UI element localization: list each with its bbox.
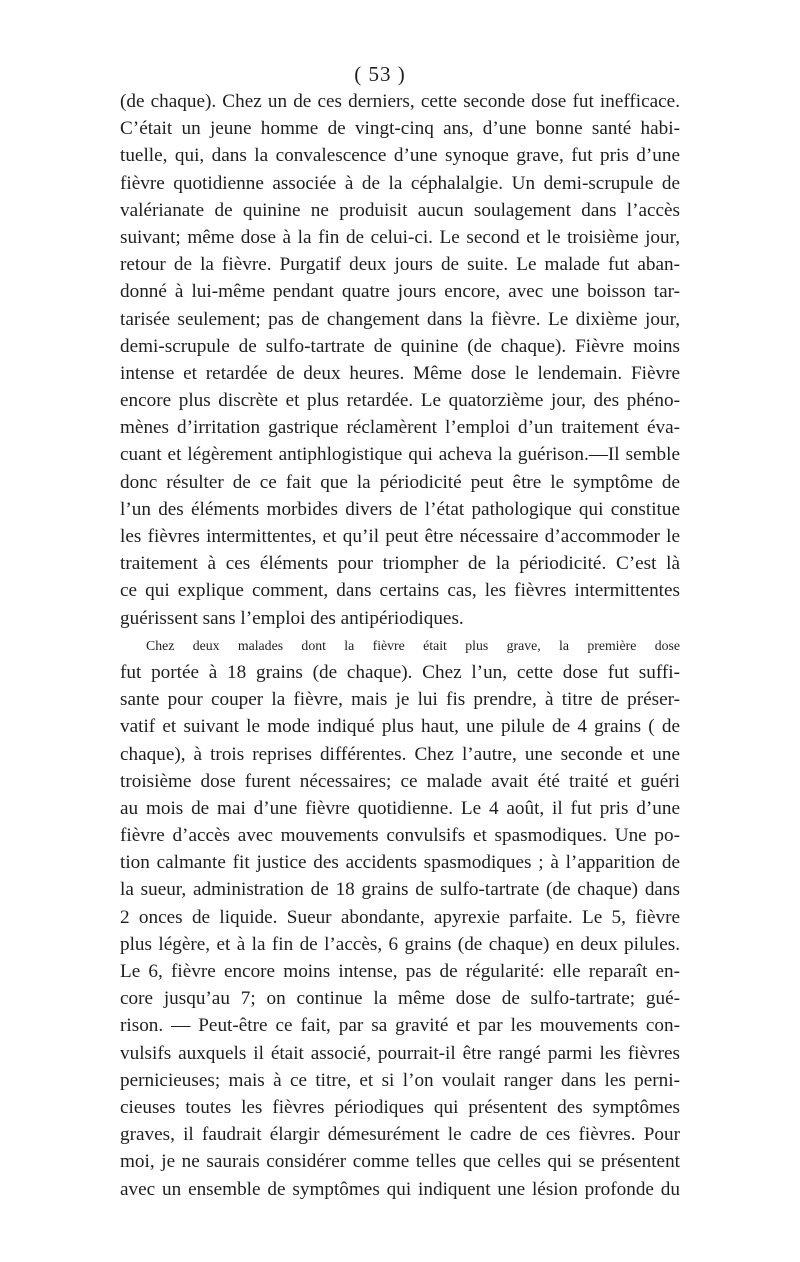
text-line: sante pour couper la fièvre, mais je lui fis prendre, à titre de préser-	[120, 689, 680, 711]
text-line: fièvre d’accès avec mouvements convulsifs et spasmodiques. Une po-	[120, 825, 680, 847]
text-line: Chez deux malades dont la fièvre était plus grave, la première dose	[146, 637, 680, 653]
text-line: donc résulter de ce fait que la périodicité peut être le symptôme de	[120, 471, 680, 493]
text-line: au mois de mai d’une fièvre quotidienne. Le 4 août, il fut pris d’une	[120, 797, 680, 819]
text-line: suivant; même dose à la fin de celui-ci. Le second et le troisième jour,	[120, 226, 680, 248]
text-line: cieuses toutes les fièvres périodiques qui présentent des symptômes	[120, 1096, 680, 1118]
text-line: 2 onces de liquide. Sueur abondante, apyrexie parfaite. Le 5, fièvre	[120, 906, 680, 928]
text-line: demi-scrupule de sulfo-tartrate de quinine (de chaque). Fièvre moins	[120, 335, 680, 357]
paragraph	[120, 632, 680, 1203]
text-line: fut portée à 18 grains (de chaque). Chez l’un, cette dose fut suffi-	[120, 661, 680, 683]
text-line: mènes d’irritation gastrique réclamèrent l’emploi d’un traitement éva-	[120, 417, 680, 439]
body-text	[120, 88, 680, 1203]
text-line: moi, je ne saurais considérer comme telles que celles qui se présentent	[120, 1151, 680, 1173]
text-line: vulsifs auxquels il était associé, pourrait-il être rangé parmi les fièvres	[120, 1042, 680, 1064]
text-line: Le 6, fièvre encore moins intense, pas de régularité: elle reparaît en-	[120, 961, 680, 982]
text-line: guérissent sans l’emploi des antipériodiques.	[120, 607, 464, 629]
page-number: ( 53 )	[354, 62, 406, 86]
text-line: intense et retardée de deux heures. Même dose le lendemain. Fièvre	[120, 362, 680, 384]
text-line: l’un des éléments morbides divers de l’état pathologique qui constitue	[120, 498, 680, 520]
text-line: encore plus discrète et plus retardée. Le quatorzième jour, des phéno-	[120, 390, 680, 412]
text-line: fièvre quotidienne associée à de la céphalalgie. Un demi-scrupule de	[120, 172, 680, 194]
text-line: core jusqu’au 7; on continue la même dose de sulfo-tartrate; gué-	[120, 988, 680, 1010]
text-line: traitement à ces éléments pour triompher de la périodicité. C’est là	[120, 553, 680, 575]
text-line: chaque), à trois reprises différentes. Chez l’autre, une seconde et une	[120, 743, 680, 765]
text-line: retour de la fièvre. Purgatif deux jours de suite. Le malade fut aban-	[120, 254, 680, 276]
text-line: valérianate de quinine ne produisit aucun soulagement dans l’accès	[120, 199, 680, 221]
text-line: rison. — Peut-être ce fait, par sa gravité et par les mouvements con-	[120, 1015, 680, 1037]
text-line: ce qui explique comment, dans certains cas, les fièvres intermittentes	[120, 580, 680, 602]
text-line: tarisée seulement; pas de changement dans la fièvre. Le dixième jour,	[120, 308, 680, 330]
text-line: pernicieuses; mais à ce titre, et si l’on voulait ranger dans les perni-	[120, 1069, 680, 1091]
text-line: plus légère, et à la fin de l’accès, 6 grains (de chaque) en deux pilules.	[120, 933, 680, 955]
paragraph	[120, 88, 680, 632]
text-line: tuelle, qui, dans la convalescence d’une synoque grave, fut pris d’une	[120, 145, 680, 167]
text-line: (de chaque). Chez un de ces derniers, cette seconde dose fut inefficace.	[120, 91, 680, 112]
text-line: donné à lui-même pendant quatre jours encore, avec une boisson tar-	[120, 281, 680, 303]
text-line: les fièvres intermittentes, et qu’il peut être nécessaire d’accommoder le	[120, 526, 680, 547]
text-line: C’était un jeune homme de vingt-cinq ans, d’une bonne santé habi-	[120, 118, 680, 140]
text-line: avec un ensemble de symptômes qui indiquent une lésion profonde du	[120, 1178, 680, 1200]
text-line: troisième dose furent nécessaires; ce malade avait été traité et guéri	[120, 770, 680, 792]
text-line: graves, il faudrait élargir démesurément le cadre de ces fièvres. Pour	[120, 1124, 680, 1146]
text-line: la sueur, administration de 18 grains de sulfo-tartrate (de chaque) dans	[120, 879, 680, 901]
text-line: tion calmante fit justice des accidents spasmodiques ; à l’apparition de	[120, 852, 680, 874]
text-line: cuant et légèrement antiphlogistique qui acheva la guérison.—Il semble	[120, 444, 680, 466]
text-line: vatif et suivant le mode indiqué plus haut, une pilule de 4 grains ( de	[120, 716, 680, 738]
